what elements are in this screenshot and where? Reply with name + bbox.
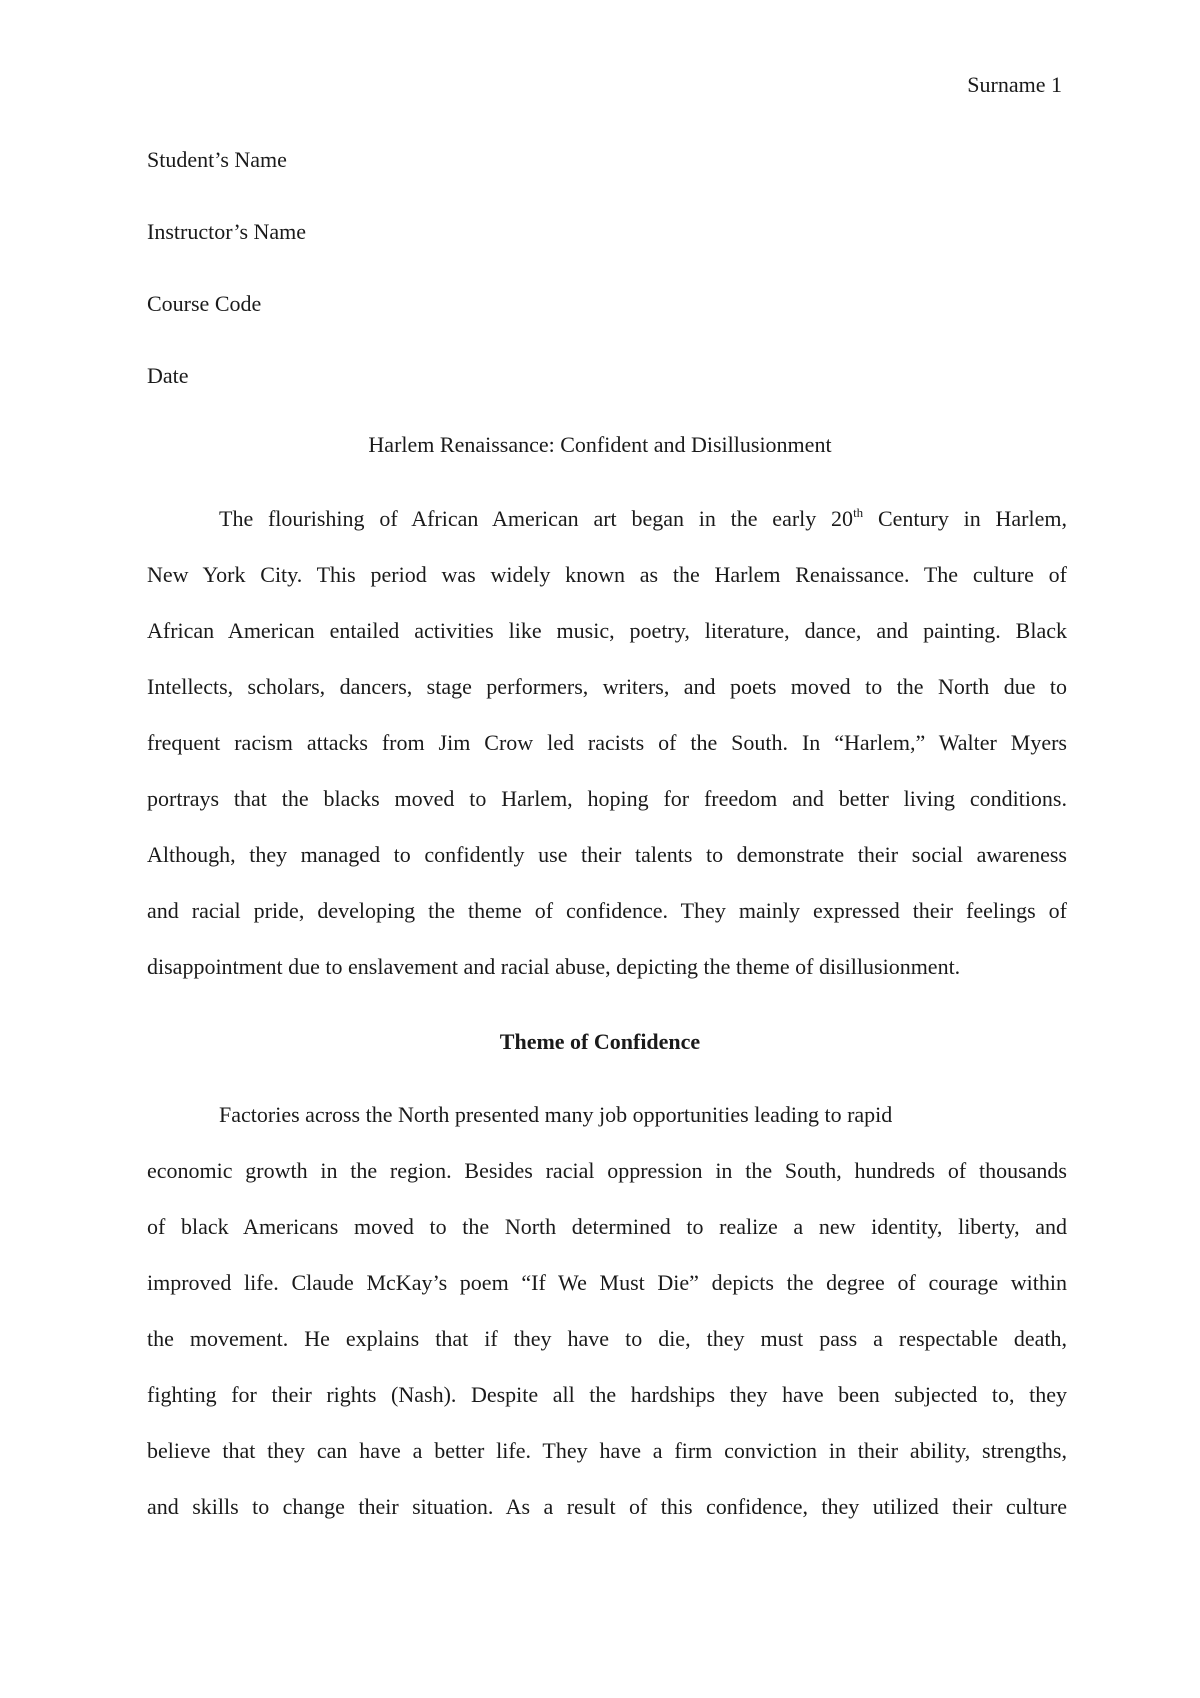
line-text: Century in Harlem, bbox=[863, 506, 1067, 531]
paragraph-line: and racial pride, developing the theme of confidence. They mainly expressed their feelings of bbox=[147, 898, 1067, 923]
course-code: Course Code bbox=[147, 291, 262, 316]
paragraph-theme-of-confidence bbox=[147, 1100, 1067, 1548]
essay-title: Harlem Renaissance: Confident and Disillusionment bbox=[368, 432, 832, 457]
paragraph-line: portrays that the blacks moved to Harlem, hoping for freedom and better living conditions. bbox=[147, 786, 1067, 811]
paragraph-line: Factories across the North presented many job opportunities leading to rapid bbox=[219, 1102, 893, 1127]
paragraph-line: New York City. This period was widely known as the Harlem Renaissance. The culture of bbox=[147, 562, 1067, 587]
instructor-name: Instructor’s Name bbox=[147, 219, 307, 244]
paragraph-line: Intellects, scholars, dancers, stage performers, writers, and poets moved to the North due to bbox=[147, 674, 1067, 699]
paragraph-line: fighting for their rights (Nash). Despite all the hardships they have been subjected to, they bbox=[147, 1382, 1067, 1407]
paragraph-line bbox=[147, 504, 1067, 560]
paragraph-intro bbox=[147, 504, 1067, 1008]
section-heading: Theme of Confidence bbox=[499, 1029, 701, 1054]
date: Date bbox=[147, 363, 189, 388]
paragraph-line: the movement. He explains that if they have to die, they must pass a respectable death, bbox=[147, 1326, 1067, 1351]
paragraph-line: believe that they can have a better life. They have a firm conviction in their ability, strengths, bbox=[147, 1438, 1067, 1463]
student-name: Student’s Name bbox=[147, 147, 287, 172]
superscript: th bbox=[853, 505, 864, 520]
line-text: The flourishing of African American art began in the early 20 bbox=[219, 506, 854, 531]
paragraph-line: disappointment due to enslavement and racial abuse, depicting the theme of disillusionment. bbox=[147, 954, 961, 979]
paragraph-line: frequent racism attacks from Jim Crow led racists of the South. In “Harlem,” Walter Myers bbox=[147, 730, 1067, 755]
paragraph-line: of black Americans moved to the North determined to realize a new identity, liberty, and bbox=[147, 1214, 1067, 1239]
running-head: Surname 1 bbox=[967, 72, 1062, 97]
paragraph-line: and skills to change their situation. As a result of this confidence, they utilized their culture bbox=[147, 1494, 1067, 1519]
paragraph-line: African American entailed activities like music, poetry, literature, dance, and painting. Black bbox=[147, 618, 1067, 643]
heading-block bbox=[147, 145, 1067, 433]
paragraph-line: economic growth in the region. Besides racial oppression in the South, hundreds of thousands bbox=[147, 1158, 1067, 1183]
paragraph-line: Although, they managed to confidently use their talents to demonstrate their social awareness bbox=[147, 842, 1067, 867]
paragraph-line: improved life. Claude McKay’s poem “If We Must Die” depicts the degree of courage within bbox=[147, 1270, 1067, 1295]
